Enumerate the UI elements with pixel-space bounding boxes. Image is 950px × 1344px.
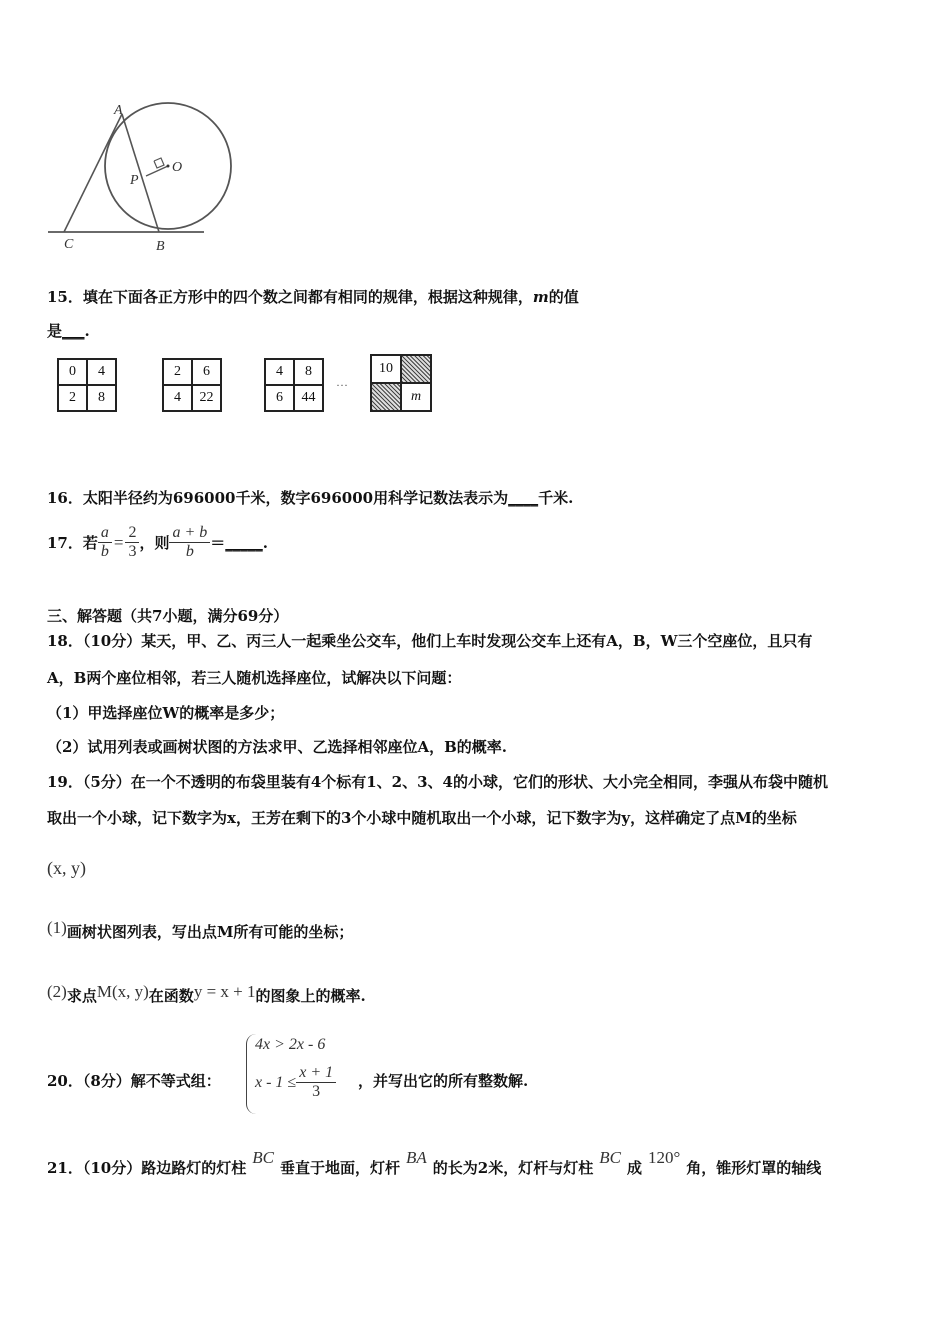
- squares-ellipsis: ···: [336, 378, 348, 392]
- q16: 16．太阳半径约为696000千米，数字696000用科学记数法表示为____千米.: [47, 489, 574, 507]
- inequality-1: 4x > 2x - 6: [255, 1036, 326, 1053]
- q19-sub1: (1)画树状图列表，写出点M所有可能的坐标；: [47, 918, 354, 941]
- section3-heading: 三、解答题（共7小题，满分69分）: [47, 607, 289, 625]
- frac-2-over-3: $\frac{2}{3}$: [125, 524, 139, 561]
- q20-prefix: 20．（8分）解不等式组：: [47, 1072, 221, 1090]
- frac-a-plus-b-over-b: $\frac{a + b}{b}$: [169, 524, 210, 561]
- label-a: A: [114, 103, 123, 118]
- q18-line1: 18．（10分）某天，甲、乙、丙三人一起乘坐公交车，他们上车时发现公交车上还有A，B，W三个空座位，且只有: [47, 632, 813, 650]
- inequality-2: x - 1 ≤ $\frac{x + 1}{3}$: [255, 1064, 336, 1101]
- q19-line1: 19．（5分）在一个不透明的布袋里装有4个标有1、2、3、4的小球，它们的形状、大小完全相同，李强从布袋中随机: [47, 773, 829, 791]
- inequality-system: [246, 1034, 357, 1114]
- right-angle-mark: [154, 158, 164, 168]
- q19-sub2: (2)求点M(x, y)在函数y = x + 1的图象上的概率.: [47, 982, 366, 1005]
- label-p: P: [130, 173, 139, 188]
- line-ac: [64, 114, 122, 232]
- frac-a-over-b: $\frac{a}{b}$: [98, 524, 112, 561]
- q21: 21．（10分）路边路灯的灯柱BC垂直于地面，灯杆BA的长为2米，灯杆与灯柱BC成120°角，锥形灯罩的轴线: [47, 1148, 822, 1177]
- q18-line2: A，B两个座位相邻，若三人随机选择座位，试解决以下问题：: [47, 669, 462, 687]
- number-square-1: 0 4 2 8: [57, 358, 117, 412]
- number-square-3: 4 8 6 44: [264, 358, 324, 412]
- number-square-2: 2 6 4 22: [162, 358, 222, 412]
- q19-line2: 取出一个小球，记下数字为x，王芳在剩下的3个小球中随机取出一个小球，记下数字为y，这样确定了点M的坐标: [47, 809, 797, 827]
- label-c: C: [64, 237, 74, 252]
- q15-line1: 15．填在下面各正方形中的四个数之间都有相同的规律，根据这种规律，m的值: [47, 288, 579, 306]
- q15-line2: 是___.: [47, 322, 90, 340]
- q17: 17．若 $\frac{a}{b}$ = $\frac{2}{3}$ ，则 $\frac{a + b}{b}$ ＝ _____ .: [47, 524, 269, 560]
- q18-sub2: （2）试用列表或画树状图的方法求甲、乙选择相邻座位A，B的概率.: [47, 738, 507, 756]
- q19-coord: (x, y): [47, 858, 86, 878]
- label-o: O: [172, 160, 183, 175]
- label-b: B: [156, 239, 165, 254]
- q18-sub1: （1）甲选择座位W的概率是多少；: [47, 704, 285, 722]
- circle-diagram: [44, 100, 244, 256]
- number-square-4: 10 m: [370, 354, 432, 412]
- q20-suffix: ，并写出它的所有整数解.: [358, 1072, 529, 1090]
